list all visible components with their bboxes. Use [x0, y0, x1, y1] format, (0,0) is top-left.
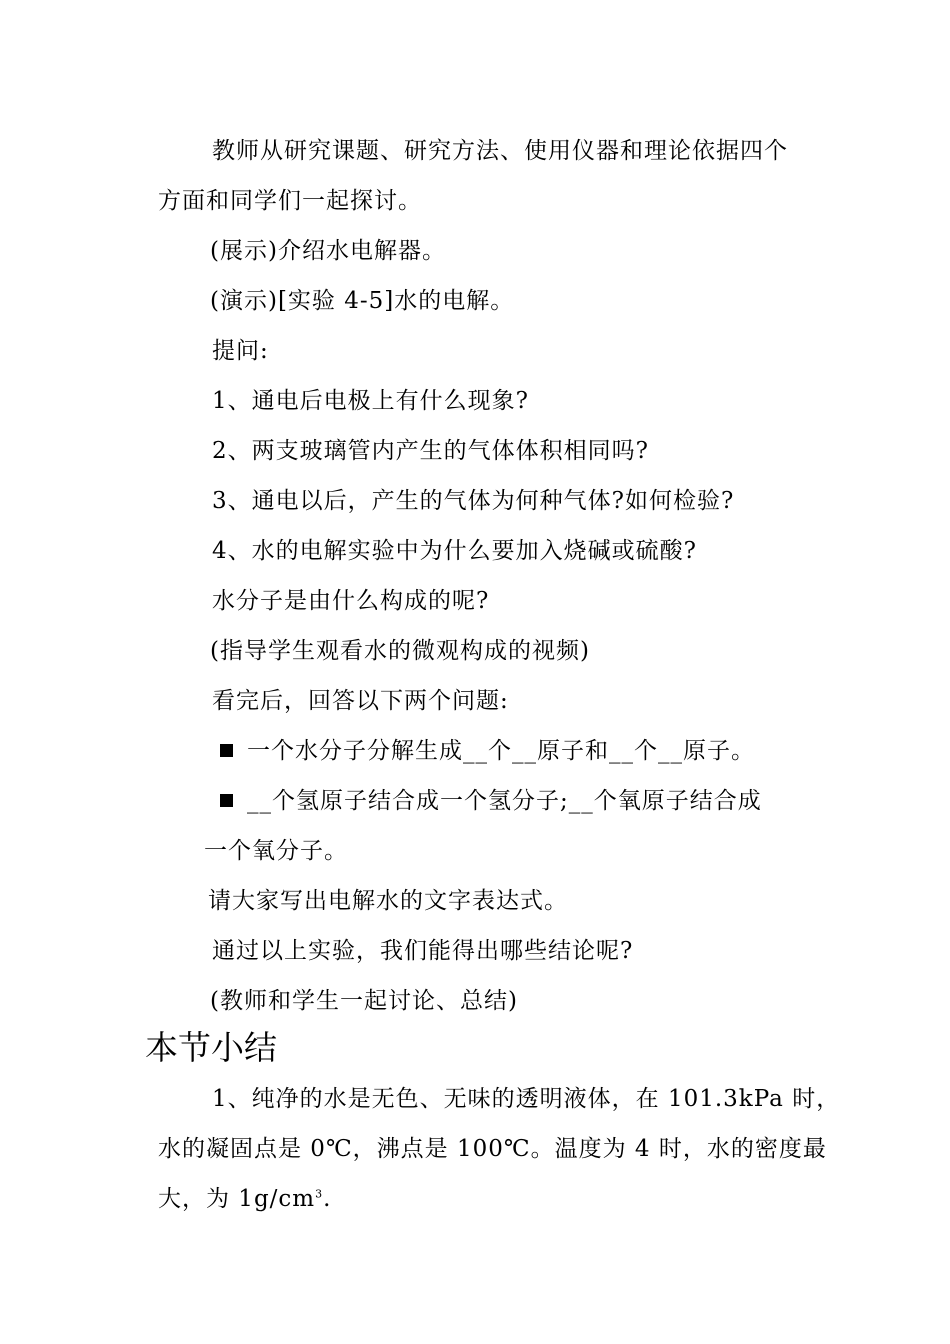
paragraph-line: 一个氧分子。: [204, 838, 348, 864]
paragraph-line: (教师和学生一起讨论、总结): [210, 988, 518, 1014]
paragraph-line: 请大家写出电解水的文字表达式。: [208, 888, 568, 914]
paragraph-line: 水分子是由什么构成的呢?: [212, 588, 490, 614]
bullet-item: [220, 786, 762, 816]
superscript: 3: [315, 1187, 324, 1201]
paragraph-line: 通过以上实验，我们能得出哪些结论呢?: [212, 938, 634, 964]
question-item: 3、通电以后，产生的气体为何种气体?如何检验?: [212, 488, 735, 514]
summary-line: [158, 1184, 331, 1214]
paragraph-line: 教师从研究课题、研究方法、使用仪器和理论依据四个: [212, 138, 788, 164]
question-item: 2、两支玻璃管内产生的气体体积相同吗?: [212, 438, 649, 464]
summary-text: 大，为 1g/cm: [158, 1186, 316, 1212]
paragraph-line: (展示)介绍水电解器。: [210, 238, 446, 264]
paragraph-line: 方面和同学们一起探讨。: [158, 188, 422, 214]
square-bullet-icon: [220, 744, 233, 757]
question-item: 1、通电后电极上有什么现象?: [212, 388, 529, 414]
paragraph-line: 看完后，回答以下两个问题:: [212, 688, 509, 714]
paragraph-line: (指导学生观看水的微观构成的视频): [210, 638, 590, 664]
paragraph-line: (演示)[实验 4-5]水的电解。: [210, 288, 515, 314]
summary-line: 1、纯净的水是无色、无味的透明液体，在 101.3kPa 时，: [212, 1086, 841, 1112]
bullet-text: 一个水分子分解生成__个__原子和__个__原子。: [247, 738, 755, 764]
question-item: 4、水的电解实验中为什么要加入烧碱或硫酸?: [212, 538, 697, 564]
paragraph-line: 提问:: [212, 338, 269, 364]
section-heading: 本节小结: [145, 1028, 277, 1067]
summary-line: 水的凝固点是 0℃，沸点是 100℃。温度为 4 时，水的密度最: [158, 1136, 827, 1162]
summary-text-tail: .: [323, 1186, 332, 1212]
bullet-item: [220, 736, 755, 766]
square-bullet-icon: [220, 794, 233, 807]
bullet-text: __个氢原子结合成一个氢分子;__个氧原子结合成: [247, 788, 762, 814]
